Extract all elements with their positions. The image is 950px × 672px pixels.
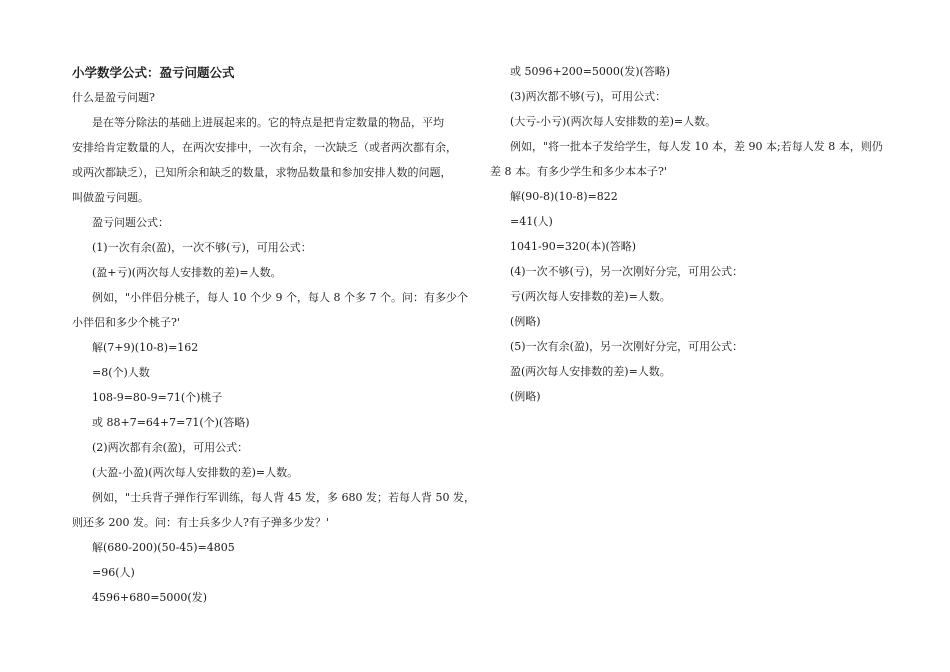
solution-3-line: 1041-90=320(本)(答略) <box>510 240 637 253</box>
example-2-line: 例如，"士兵背子弹作行军训练，每人背 45 发，多 680 发；若每人背 50 发， <box>92 491 476 504</box>
case-1-formula: (盈+亏)(两次每人安排数的差)=人数。 <box>92 266 282 279</box>
solution-3-line: =41(人) <box>510 215 553 228</box>
page-title: 小学数学公式：盈亏问题公式 <box>72 65 235 80</box>
case-3-heading: (3)两次都不够(亏)，可用公式： <box>510 90 667 103</box>
solution-2-line: =96(人) <box>92 566 135 579</box>
left-column <box>72 65 476 617</box>
definition-line: 或两次都缺乏），已知所余和缺乏的数量，求物品数量和参加安排人数的问题， <box>72 166 452 179</box>
case-2-heading: (2)两次都有余(盈)，可用公式： <box>92 441 249 454</box>
definition-line: 叫做盈亏问题。 <box>72 191 149 204</box>
case-5-formula: 盈(两次每人安排数的差)=人数。 <box>510 365 671 378</box>
right-column <box>490 66 890 416</box>
question-line: 什么是盈亏问题? <box>72 91 155 104</box>
definition-line: 安排给肯定数量的人，在两次安排中，一次有余，一次缺乏（或者两次都有余， <box>72 141 457 154</box>
solution-2-continued: 或 5096+200=5000(发)(答略) <box>510 65 671 78</box>
solution-1-line: 解(7+9)(10-8)=162 <box>92 341 199 354</box>
case-1-heading: (1)一次有余(盈)，一次不够(亏)，可用公式： <box>92 241 312 254</box>
formula-heading: 盈亏问题公式： <box>92 216 169 229</box>
solution-1-line: =8(个)人数 <box>92 366 150 379</box>
case-5-example: (例略) <box>510 390 541 403</box>
solution-1-line: 或 88+7=64+7=71(个)(答略) <box>92 416 250 429</box>
solution-2-line: 4596+680=5000(发) <box>92 591 208 604</box>
solution-3-line: 解(90-8)(10-8)=822 <box>510 190 618 203</box>
example-2-line: 则还多 200 发。问：有士兵多少人?有子弹多少发？' <box>72 516 329 529</box>
definition-line: 是在等分除法的基础上进展起来的。它的特点是把肯定数量的物品，平均 <box>92 116 444 129</box>
example-1-line: 小伴侣和多少个桃子?' <box>72 316 180 329</box>
example-3-line: 差 8 本。有多少学生和多少本本子?' <box>490 165 667 178</box>
case-3-formula: (大亏-小亏)(两次每人安排数的差)=人数。 <box>510 115 717 128</box>
case-4-heading: (4)一次不够(亏)，另一次刚好分完，可用公式： <box>510 265 744 278</box>
example-3-line: 例如，"将一批本子发给学生，每人发 10 本，差 90 本;若每人发 8 本，则仍 <box>510 140 883 153</box>
example-1-line: 例如，"小伴侣分桃子，每人 10 个少 9 个，每人 8 个多 7 个。问：有多少个 <box>92 291 469 304</box>
case-4-formula: 亏(两次每人安排数的差)=人数。 <box>510 290 671 303</box>
solution-2-line: 解(680-200)(50-45)=4805 <box>92 541 235 554</box>
case-4-example: (例略) <box>510 315 541 328</box>
case-5-heading: (5)一次有余(盈)，另一次刚好分完，可用公式： <box>510 340 744 353</box>
solution-1-line: 108-9=80-9=71(个)桃子 <box>92 391 223 404</box>
case-2-formula: (大盈-小盈)(两次每人安排数的差)=人数。 <box>92 466 299 479</box>
